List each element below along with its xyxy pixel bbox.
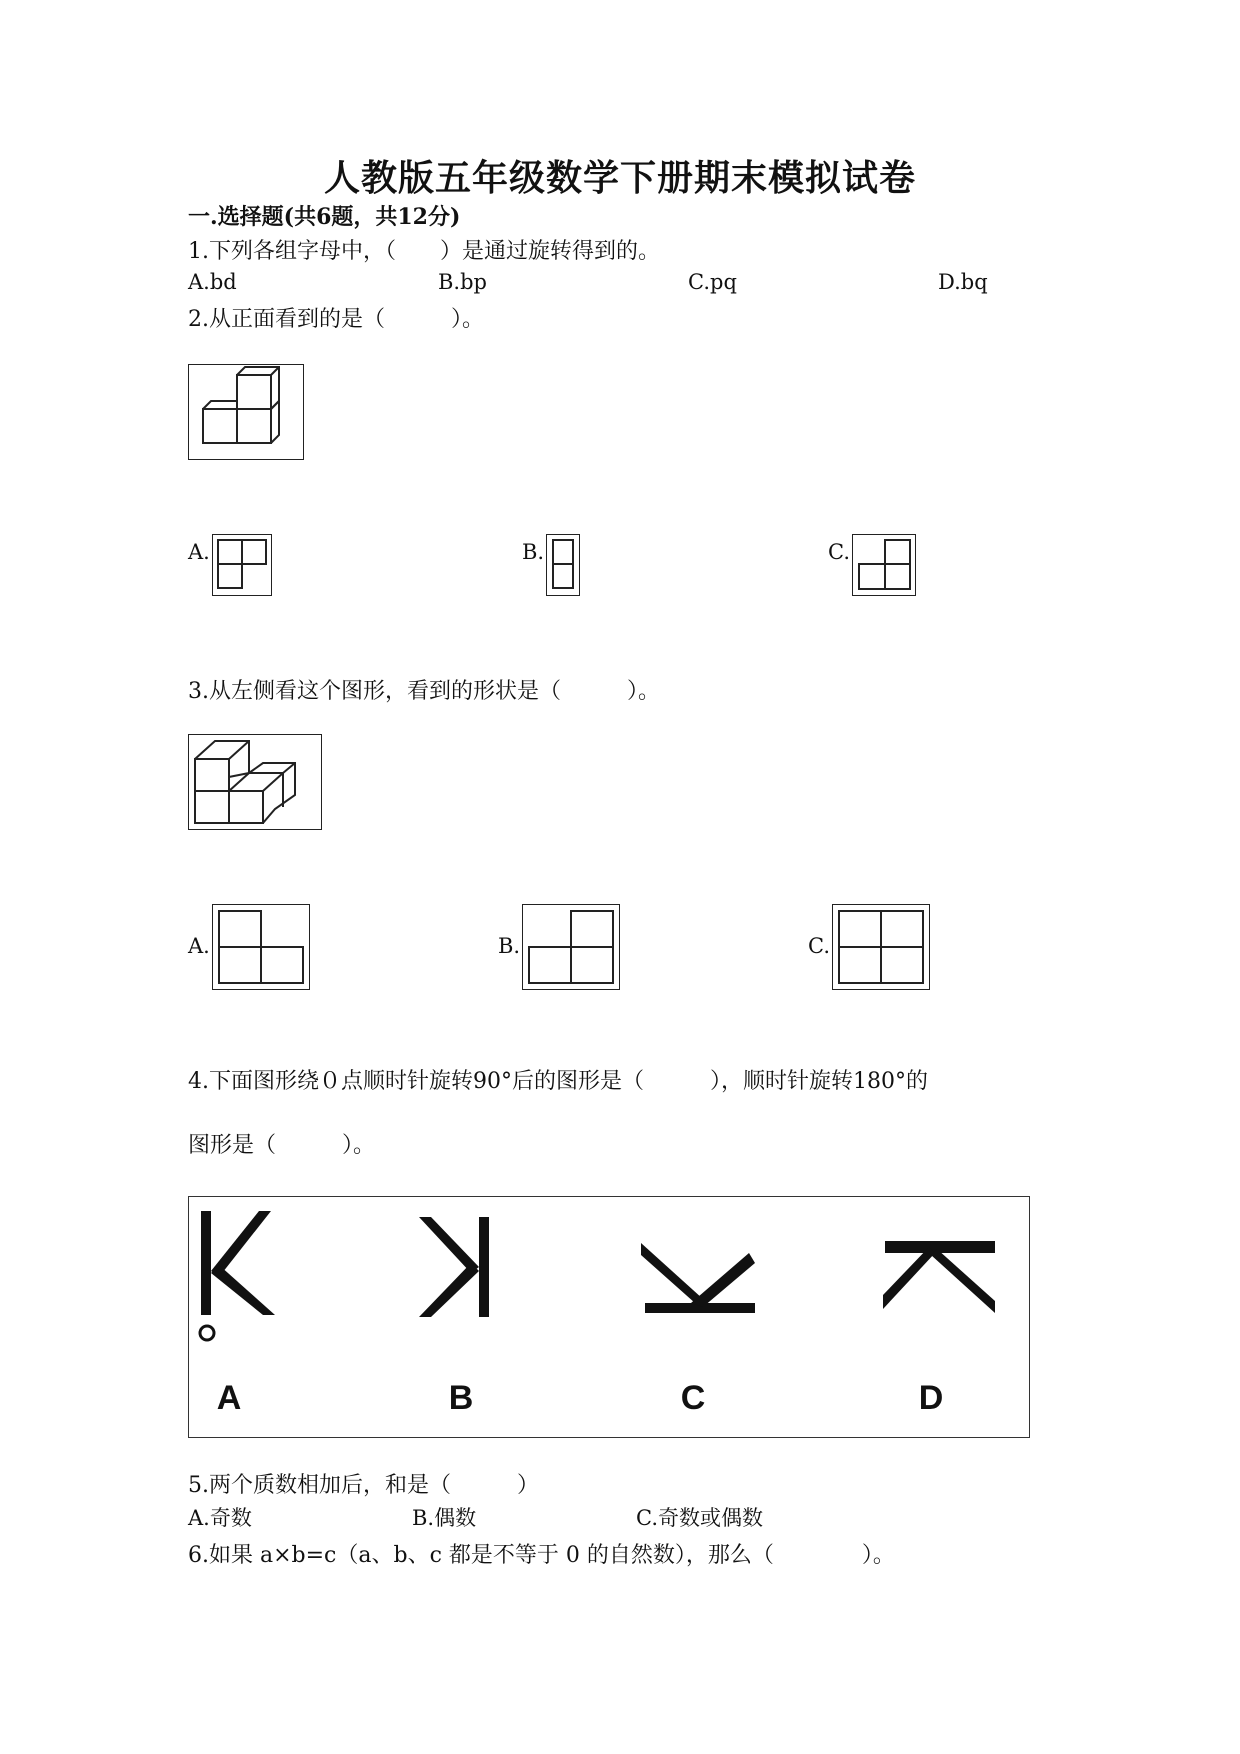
q3-cube-drawing — [189, 735, 321, 829]
question-4-text-line1: 4.下面图形绕０点顺时针旋转90°后的图形是（ ），顺时针旋转180°的 — [188, 1069, 928, 1094]
q3-option-b-drawing — [523, 905, 619, 989]
question-3-text: 3.从左侧看这个图形，看到的形状是（ ）。 — [188, 679, 660, 704]
q3-option-b-figure[interactable] — [522, 904, 620, 990]
q1-option-b[interactable]: B.bp — [438, 270, 487, 294]
q5-option-c[interactable]: C.奇数或偶数 — [636, 1506, 763, 1530]
q4-figure-label-a: A — [216, 1379, 242, 1417]
q2-option-b-drawing — [547, 535, 579, 595]
q4-rotation-drawing — [189, 1197, 1029, 1437]
q4-figure-label-b: B — [448, 1379, 474, 1417]
q4-figure-label-c: C — [680, 1379, 706, 1417]
q3-option-b-label[interactable]: B. — [498, 934, 521, 958]
q3-option-a-figure[interactable] — [212, 904, 310, 990]
q3-option-c-drawing — [833, 905, 929, 989]
question-2-text: 2.从正面看到的是（ ）。 — [188, 307, 484, 332]
q5-option-a[interactable]: A.奇数 — [188, 1506, 252, 1530]
question-6-text: 6.如果 a×b=c（a、b、c 都是不等于 0 的自然数），那么（ ）。 — [188, 1543, 895, 1568]
q3-option-c-figure[interactable] — [832, 904, 930, 990]
q4-figure-a-letter-k — [201, 1211, 275, 1315]
q1-option-c[interactable]: C.pq — [688, 270, 737, 294]
q3-option-a-label[interactable]: A. — [188, 934, 210, 958]
q5-option-b[interactable]: B.偶数 — [412, 1506, 477, 1530]
q2-option-c-drawing — [853, 535, 915, 595]
q3-option-a-drawing — [213, 905, 309, 989]
q2-option-b-label[interactable]: B. — [522, 540, 545, 564]
q2-option-a-figure[interactable] — [212, 534, 272, 596]
question-4-text-line2: 图形是（ ）。 — [188, 1133, 376, 1158]
q2-cube-figure — [188, 364, 304, 460]
q4-rotation-figure — [188, 1196, 1030, 1438]
q4-figure-label-d: D — [918, 1379, 944, 1417]
q1-option-d[interactable]: D.bq — [938, 270, 988, 294]
q4-figure-b-letter-k — [419, 1217, 489, 1317]
q4-figure-c-letter-k — [641, 1243, 755, 1313]
q2-option-c-label[interactable]: C. — [828, 540, 850, 564]
section-heading: 一.选择题(共6题，共12分) — [188, 204, 461, 230]
q2-option-b-figure[interactable] — [546, 534, 580, 596]
q3-cube-figure — [188, 734, 322, 830]
page-title: 人教版五年级数学下册期末模拟试卷 — [323, 157, 916, 199]
q4-figure-d-letter-k — [883, 1241, 995, 1313]
q2-option-c-figure[interactable] — [852, 534, 916, 596]
question-5-text: 5.两个质数相加后，和是（ ） — [188, 1473, 539, 1498]
q2-option-a-label[interactable]: A. — [188, 540, 210, 564]
q2-option-a-drawing — [213, 535, 271, 595]
question-1-text: 1.下列各组字母中，（ ）是通过旋转得到的。 — [188, 239, 660, 264]
q1-option-a[interactable]: A.bd — [188, 270, 237, 294]
q3-option-c-label[interactable]: C. — [808, 934, 830, 958]
q2-cube-drawing — [189, 365, 303, 459]
q4-point-o — [200, 1326, 214, 1340]
